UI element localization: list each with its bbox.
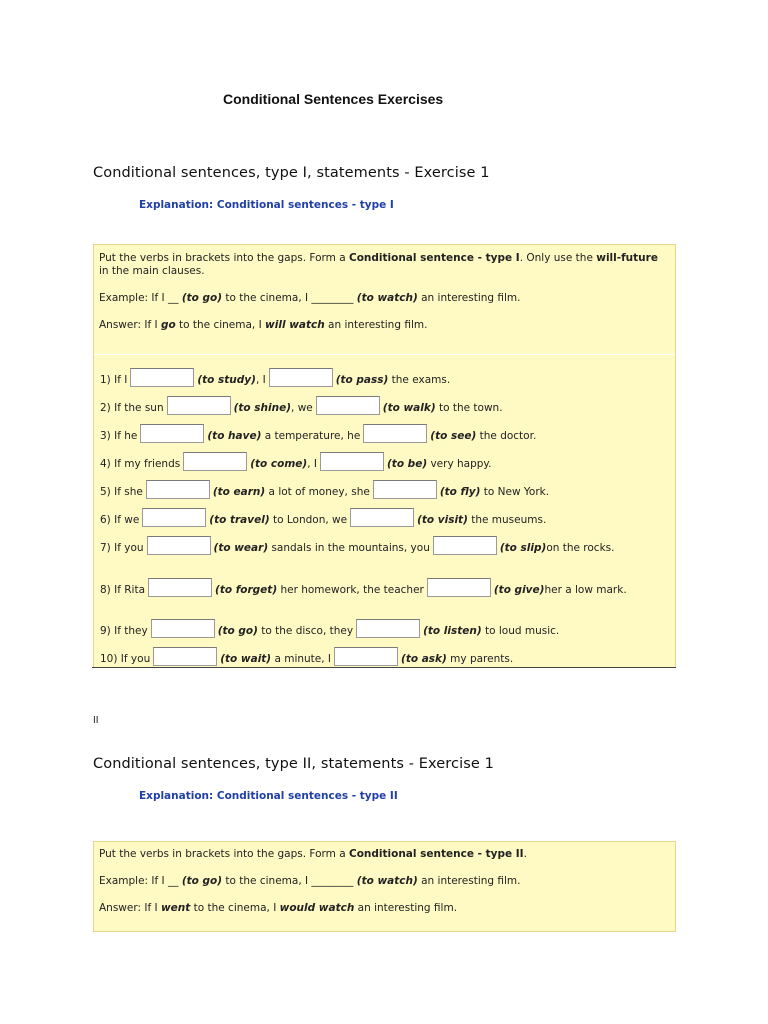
sentence-text: 1) If I	[100, 374, 128, 386]
section1-explanation-link[interactable]: Explanation: Conditional sentences - type I	[139, 199, 394, 211]
sentence-text: 9) If they	[100, 625, 148, 637]
sentence-text: the doctor.	[476, 430, 537, 442]
gap-input-2[interactable]	[334, 647, 398, 666]
verb-hint: (to slip)	[499, 542, 547, 554]
sentence-text: , we	[291, 402, 313, 414]
verb-hint: (to ask)	[401, 653, 447, 665]
gap-input-1[interactable]	[167, 396, 231, 415]
sentence-text: 4) If my friends	[100, 458, 181, 470]
verb-hint: (to forget)	[215, 584, 278, 596]
gap-input-1[interactable]	[130, 368, 194, 387]
gap-input-1[interactable]	[146, 480, 210, 499]
exercise-row	[100, 368, 667, 387]
verb-hint: (to have)	[207, 430, 262, 442]
gap-input-2[interactable]	[363, 424, 427, 443]
sentence-text: to the disco, they	[257, 625, 354, 637]
sentence-text: a temperature, he	[261, 430, 361, 442]
verb-hint: (to travel)	[209, 514, 270, 526]
gap-input-2[interactable]	[373, 480, 437, 499]
box-divider	[94, 354, 675, 355]
exercise-row	[100, 619, 667, 638]
section-marker: II	[93, 715, 99, 726]
verb-hint: (to walk)	[382, 402, 436, 414]
gap-input-2[interactable]	[427, 578, 491, 597]
sentence-text: very happy.	[427, 458, 492, 470]
sentence-text: , I	[255, 374, 266, 386]
sentence-text: 5) If she	[100, 486, 143, 498]
sentence-text: to New York.	[480, 486, 550, 498]
exercise-row	[100, 647, 667, 666]
exercise2-example: Example: If I __ (to go) to the cinema, I ________ (to watch) an interesting film.	[99, 875, 521, 887]
exercise1-box	[93, 244, 676, 668]
exercise-row	[100, 508, 667, 527]
sentence-text: to London, we	[269, 514, 348, 526]
exercise-row	[100, 578, 667, 597]
gap-input-1[interactable]	[183, 452, 247, 471]
exercise-row	[100, 452, 667, 471]
exercise2-instruction: Put the verbs in brackets into the gaps. Form a Conditional sentence - type II.	[99, 848, 527, 860]
exercise-row	[100, 424, 667, 443]
sentence-text: 2) If the sun	[100, 402, 164, 414]
exercise1-answer: Answer: If I go to the cinema, I will watch an interesting film.	[99, 319, 428, 331]
gap-input-1[interactable]	[153, 647, 217, 666]
gap-input-2[interactable]	[320, 452, 384, 471]
sentence-text: her homework, the teacher	[277, 584, 424, 596]
exercise2-answer: Answer: If I went to the cinema, I would watch an interesting film.	[99, 902, 458, 914]
sentence-text: on the rocks.	[546, 542, 615, 554]
verb-hint: (to come)	[250, 458, 308, 470]
gap-input-2[interactable]	[316, 396, 380, 415]
exercise1-example: Example: If I __ (to go) to the cinema, I ________ (to watch) an interesting film.	[99, 292, 521, 304]
exercise-row	[100, 536, 667, 555]
exercise1-instruction: Put the verbs in brackets into the gaps. Form a Conditional sentence - type I. Only use the will-future in the main clauses.	[99, 252, 658, 277]
gap-input-2[interactable]	[269, 368, 333, 387]
exercise-row	[100, 396, 667, 415]
sentence-text: her a low mark.	[544, 584, 627, 596]
sentence-text: 6) If we	[100, 514, 140, 526]
sentence-text: to loud music.	[481, 625, 560, 637]
verb-hint: (to be)	[387, 458, 428, 470]
gap-input-2[interactable]	[350, 508, 414, 527]
gap-input-2[interactable]	[433, 536, 497, 555]
section2-explanation-link[interactable]: Explanation: Conditional sentences - type II	[139, 790, 398, 802]
sentence-text: a lot of money, she	[265, 486, 370, 498]
sentence-text: my parents.	[446, 653, 514, 665]
verb-hint: (to study)	[197, 374, 256, 386]
sentence-text: the museums.	[467, 514, 547, 526]
sentence-text: a minute, I	[271, 653, 332, 665]
verb-hint: (to shine)	[233, 402, 292, 414]
sentence-text: 3) If he	[100, 430, 138, 442]
exercise2-box	[93, 841, 676, 932]
gap-input-2[interactable]	[356, 619, 420, 638]
sentence-text: 10) If you	[100, 653, 151, 665]
gap-input-1[interactable]	[140, 424, 204, 443]
verb-hint: (to visit)	[417, 514, 468, 526]
exercise-row	[100, 480, 667, 499]
verb-hint: (to give)	[493, 584, 545, 596]
verb-hint: (to earn)	[212, 486, 266, 498]
verb-hint: (to fly)	[439, 486, 481, 498]
verb-hint: (to go)	[217, 625, 258, 637]
verb-hint: (to pass)	[335, 374, 389, 386]
verb-hint: (to wait)	[220, 653, 272, 665]
sentence-text: the exams.	[388, 374, 451, 386]
verb-hint: (to listen)	[423, 625, 482, 637]
sentence-text: , I	[307, 458, 317, 470]
gap-input-1[interactable]	[151, 619, 215, 638]
document-title: Conditional Sentences Exercises	[223, 91, 444, 107]
gap-input-1[interactable]	[148, 578, 212, 597]
section2-title: Conditional sentences, type II, statements - Exercise 1	[93, 756, 494, 772]
section1-title: Conditional sentences, type I, statements - Exercise 1	[93, 165, 490, 181]
sentence-text: 7) If you	[100, 542, 144, 554]
verb-hint: (to wear)	[213, 542, 269, 554]
verb-hint: (to see)	[430, 430, 477, 442]
sentence-text: to the town.	[435, 402, 503, 414]
sentence-text: sandals in the mountains, you	[268, 542, 430, 554]
gap-input-1[interactable]	[142, 508, 206, 527]
sentence-text: 8) If Rita	[100, 584, 146, 596]
divider	[92, 667, 676, 668]
gap-input-1[interactable]	[147, 536, 211, 555]
